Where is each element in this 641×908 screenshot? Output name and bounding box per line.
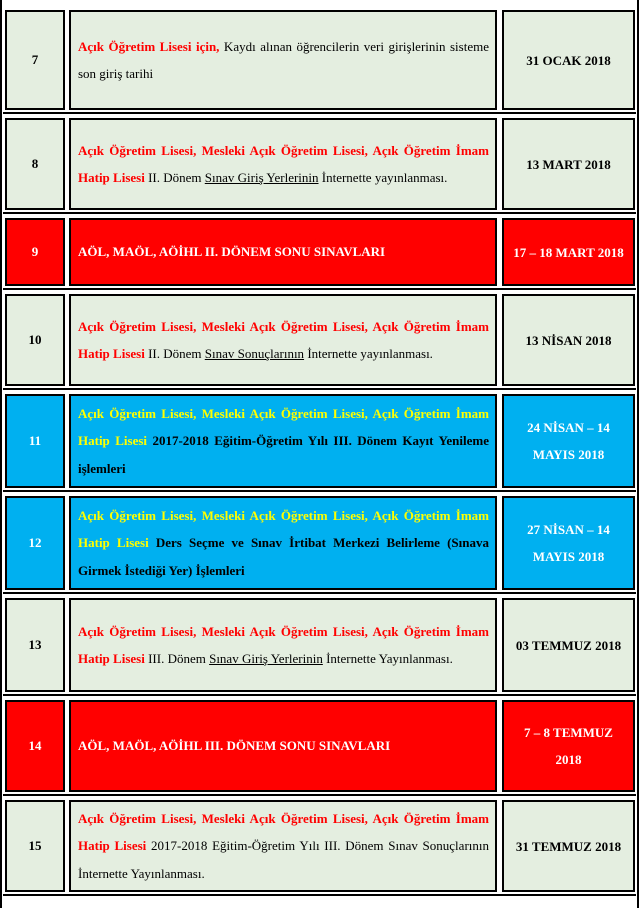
description-body: 2017-2018 Eğitim-Öğretim Yılı III. Dönem Kayıt Yenileme işlemleri — [78, 433, 489, 476]
school-names: Açık Öğretim Lisesi, Mesleki Açık Öğretim Lisesi, Açık Öğretim İmam Hatip Lisesi — [78, 507, 489, 551]
row-number: 13 — [5, 598, 65, 692]
row-divider — [3, 388, 636, 390]
row-date: 13 MART 2018 — [502, 118, 635, 210]
row-number: 12 — [5, 496, 65, 590]
description-text — [78, 137, 489, 192]
row-description — [69, 10, 497, 110]
row-date: 24 NİSAN – 14 MAYIS 2018 — [502, 394, 635, 488]
exam-title: AÖL, MAÖL, AÖİHL II. DÖNEM SONU SINAVLARI — [78, 244, 386, 259]
row-divider — [3, 212, 636, 214]
table-row — [3, 800, 636, 892]
row-description — [69, 118, 497, 210]
row-description — [69, 294, 497, 386]
row-date: 7 – 8 TEMMUZ 2018 — [502, 700, 635, 792]
row-description — [69, 394, 497, 488]
row-number: 10 — [5, 294, 65, 386]
table-row — [3, 10, 636, 110]
row-description — [69, 496, 497, 590]
description-text — [78, 33, 489, 88]
row-description — [69, 218, 497, 286]
table-row-exam — [3, 700, 636, 792]
description-body: III. Dönem — [144, 651, 210, 666]
row-divider — [3, 592, 636, 594]
description-text — [78, 502, 489, 585]
table-row-registration — [3, 394, 636, 488]
row-description — [69, 700, 497, 792]
description-text — [78, 805, 489, 888]
description-text — [78, 618, 489, 673]
description-body: Kaydı alınan öğrencilerin veri girişlerinin sisteme son giriş tarihi — [78, 38, 489, 81]
school-names: Açık Öğretim Lisesi, Mesleki Açık Öğretim Lisesi, Açık Öğretim İmam Hatip Lisesi — [78, 405, 489, 449]
table-row — [3, 294, 636, 386]
row-number: 9 — [5, 218, 65, 286]
description-tail: İnternette yayınlanması. — [318, 170, 448, 185]
row-divider — [3, 288, 636, 290]
row-divider — [3, 694, 636, 696]
school-names: Açık Öğretim Lisesi, Mesleki Açık Öğretim Lisesi, Açık Öğretim İmam Hatip Lisesi — [78, 318, 489, 361]
row-number: 8 — [5, 118, 65, 210]
row-divider — [3, 894, 636, 896]
school-names: Açık Öğretim Lisesi, Mesleki Açık Öğretim Lisesi, Açık Öğretim İmam Hatip Lisesi — [78, 623, 489, 666]
row-date: 31 TEMMUZ 2018 — [502, 800, 635, 892]
school-names: Açık Öğretim Lisesi, Mesleki Açık Öğretim Lisesi, Açık Öğretim İmam Hatip Lisesi — [78, 142, 489, 185]
exam-title: AÖL, MAÖL, AÖİHL III. DÖNEM SONU SINAVLARI — [78, 738, 391, 753]
row-divider — [3, 490, 636, 492]
description-tail: İnternette Yayınlanması. — [322, 651, 453, 666]
school-names: Açık Öğretim Lisesi için, — [78, 38, 220, 54]
description-text — [78, 313, 489, 368]
row-number: 14 — [5, 700, 65, 792]
row-number: 11 — [5, 394, 65, 488]
description-body: 2017-2018 Eğitim-Öğretim Yılı III. Dönem Sınav Sonuçlarının İnternette Yayınlanması. — [78, 838, 489, 881]
row-description — [69, 800, 497, 892]
row-divider — [3, 794, 636, 796]
row-number: 15 — [5, 800, 65, 892]
table-row-exam — [3, 218, 636, 286]
underlined-term: Sınav Giriş Yerlerinin — [204, 170, 319, 185]
row-number: 7 — [5, 10, 65, 110]
row-date: 17 – 18 MART 2018 — [502, 218, 635, 286]
table-outer-border-right — [637, 0, 639, 908]
table-row — [3, 598, 636, 692]
row-date: 31 OCAK 2018 — [502, 10, 635, 110]
table-outer-border-left — [0, 0, 2, 908]
row-date: 27 NİSAN – 14 MAYIS 2018 — [502, 496, 635, 590]
description-text — [78, 400, 489, 483]
description-body: II. Dönem — [144, 170, 205, 185]
school-names: Açık Öğretim Lisesi, Mesleki Açık Öğretim Lisesi, Açık Öğretim İmam Hatip Lisesi — [78, 810, 489, 854]
row-description — [69, 598, 497, 692]
row-divider — [3, 112, 636, 114]
row-date: 13 NİSAN 2018 — [502, 294, 635, 386]
underlined-term: Sınav Sonuçlarının — [204, 346, 305, 361]
table-row — [3, 118, 636, 210]
description-tail: İnternette yayınlanması. — [304, 346, 433, 361]
description-body: II. Dönem — [144, 346, 205, 361]
description-body: Ders Seçme ve Sınav İrtibat Merkezi Belirleme (Sınava Girmek İstediği Yer) İşlemleri — [78, 535, 489, 578]
underlined-term: Sınav Giriş Yerlerinin — [209, 651, 323, 666]
row-date: 03 TEMMUZ 2018 — [502, 598, 635, 692]
table-row-registration — [3, 496, 636, 590]
